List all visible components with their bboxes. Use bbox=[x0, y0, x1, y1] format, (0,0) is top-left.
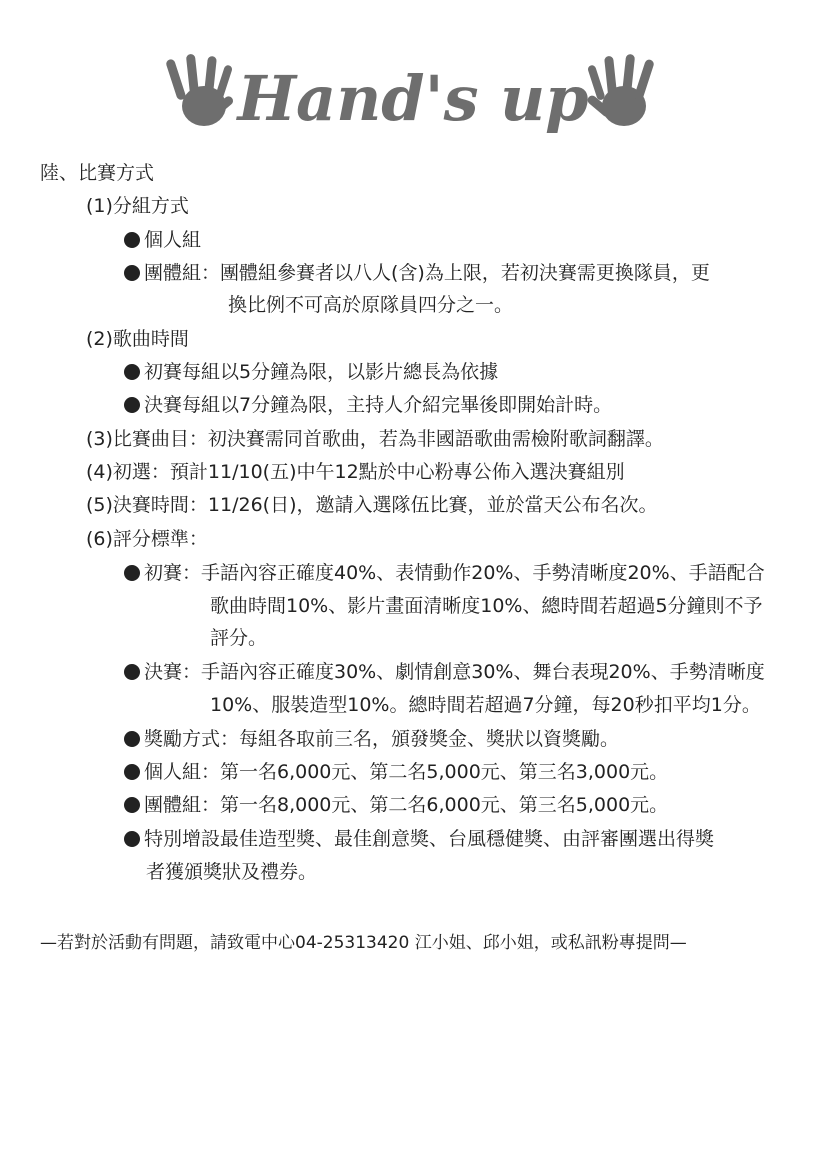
list-item: 初賽每組以5分鐘為限，以影片總長為依據 bbox=[124, 359, 498, 385]
header-banner bbox=[0, 48, 827, 148]
bullet-icon bbox=[124, 664, 140, 680]
bullet-icon bbox=[124, 764, 140, 780]
bullet-icon bbox=[124, 265, 140, 281]
list-item: 決賽每組以7分鐘為限，主持人介紹完畢後即開始計時。 bbox=[124, 392, 612, 418]
list-item: 決賽：手語內容正確度30%、劇情創意30%、舞台表現20%、手勢清晰度 bbox=[124, 659, 765, 685]
bullet-icon bbox=[124, 731, 140, 747]
item-time-label: (2)歌曲時間 bbox=[86, 328, 189, 350]
list-item: 初賽：手語內容正確度40%、表情動作20%、手勢清晰度20%、手語配合 bbox=[124, 560, 765, 586]
list-item-continuation: 評分。 bbox=[210, 627, 268, 649]
list-item-continuation: 換比例不可高於原隊員四分之一。 bbox=[228, 294, 514, 316]
list-item-continuation: 者獲頒獎狀及禮券。 bbox=[146, 861, 318, 883]
list-item: 獎勵方式：每組各取前三名，頒發獎金、獎狀以資獎勵。 bbox=[124, 726, 619, 752]
list-item: 特別增設最佳造型獎、最佳創意獎、台風穩健獎、由評審團選出得獎 bbox=[124, 826, 714, 852]
bullet-icon bbox=[124, 797, 140, 813]
bullet-icon bbox=[124, 232, 140, 248]
hand-icon bbox=[165, 54, 235, 126]
bullet-icon bbox=[124, 364, 140, 380]
logo-text: Hand's up bbox=[237, 62, 589, 135]
list-item-continuation: 歌曲時間10%、影片畫面清晰度10%、總時間若超過5分鐘則不予 bbox=[210, 595, 763, 617]
bullet-icon bbox=[124, 397, 140, 413]
list-item-continuation: 10%、服裝造型10%。總時間若超過7分鐘，每20秒扣平均1分。 bbox=[210, 694, 761, 716]
section-title: 陸、比賽方式 bbox=[40, 162, 155, 184]
item-final-time: (5)決賽時間：11/26(日)，邀請入選隊伍比賽，並於當天公布名次。 bbox=[86, 494, 658, 516]
list-item: 個人組 bbox=[124, 227, 201, 253]
list-item: 團體組：團體組參賽者以八人(含)為上限，若初決賽需更換隊員，更 bbox=[124, 260, 710, 286]
footer-contact: —若對於活動有問題，請致電中心04-25313420 江小姐、邱小姐，或私訊粉專提問— bbox=[40, 933, 687, 953]
list-item: 團體組：第一名8,000元、第二名6,000元、第三名5,000元。 bbox=[124, 792, 668, 818]
hand-icon bbox=[586, 54, 655, 126]
item-scoring-label: (6)評分標準： bbox=[86, 528, 208, 550]
bullet-icon bbox=[124, 831, 140, 847]
item-prelim: (4)初選：預計11/10(五)中午12點於中心粉專公佈入選決賽組別 bbox=[86, 461, 625, 483]
item-song: (3)比賽曲目：初決賽需同首歌曲，若為非國語歌曲需檢附歌詞翻譯。 bbox=[86, 428, 664, 450]
item-group-label: (1)分組方式 bbox=[86, 195, 189, 217]
bullet-icon bbox=[124, 565, 140, 581]
list-item: 個人組：第一名6,000元、第二名5,000元、第三名3,000元。 bbox=[124, 759, 668, 785]
